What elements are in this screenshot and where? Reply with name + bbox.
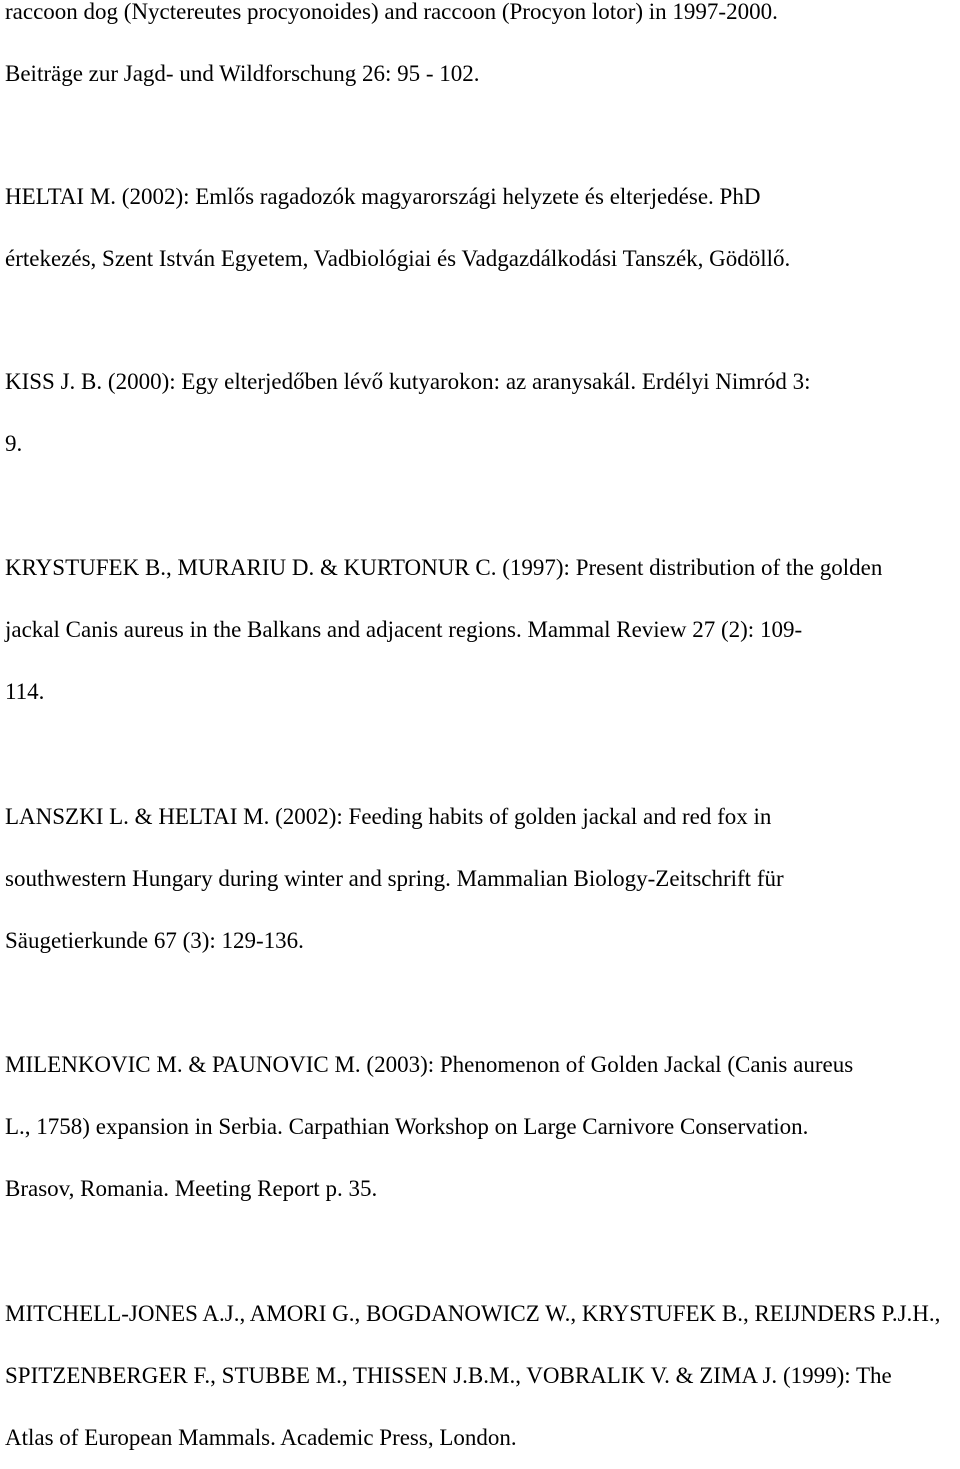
reference-entry (5, 351, 955, 475)
reference-first-line (5, 1034, 955, 1096)
reference-entry (5, 0, 955, 105)
reference-text: (1997): Present distribution of the golden (496, 555, 883, 580)
reference-line: Atlas of European Mammals. Academic Press, London. (5, 1425, 517, 1450)
reference-first-line (5, 1345, 955, 1407)
reference-line: southwestern Hungary during winter and spring. Mammalian Biology-Zeitschrift für (5, 866, 784, 891)
reference-authors: MILENKOVIC M. & PAUNOVIC M. (5, 1052, 361, 1077)
reference-text: (2000): Egy elterjedőben lévő kutyarokon: az aranysakál. Erdélyi Nimród 3: (102, 369, 811, 394)
reference-line: Säugetierkunde 67 (3): 129-136. (5, 928, 304, 953)
reference-text: (2002): Emlős ragadozók magyarországi helyzete és elterjedése. PhD (116, 184, 761, 209)
reference-line: 114. (5, 679, 45, 704)
reference-authors: KISS J. B. (5, 369, 103, 394)
reference-authors: LANSZKI L. & HELTAI M. (5, 804, 270, 829)
reference-line: raccoon dog (Nyctereutes procyonoides) and raccoon (Procyon lotor) in 1997-2000. (5, 0, 778, 24)
reference-first-line (5, 351, 955, 413)
reference-line: Brasov, Romania. Meeting Report p. 35. (5, 1176, 378, 1201)
reference-entry (5, 1034, 955, 1220)
reference-authors-line (5, 1283, 955, 1345)
reference-first-line (5, 166, 955, 228)
reference-authors: MITCHELL-JONES A.J., AMORI G., BOGDANOWICZ W., KRYSTUFEK B., REIJNDERS P.J.H., (5, 1301, 941, 1326)
reference-line: jackal Canis aureus in the Balkans and adjacent regions. Mammal Review 27 (2): 109- (5, 617, 803, 642)
reference-line: értekezés, Szent István Egyetem, Vadbiológiai és Vadgazdálkodási Tanszék, Gödöllő. (5, 246, 791, 271)
reference-entry (5, 786, 955, 972)
reference-line: Beiträge zur Jagd- und Wildforschung 26: 95 - 102. (5, 61, 480, 86)
reference-text: (2003): Phenomenon of Golden Jackal (Canis aureus (360, 1052, 854, 1077)
reference-first-line (5, 786, 955, 848)
reference-line: 9. (5, 431, 23, 456)
reference-text: (2002): Feeding habits of golden jackal and red fox in (269, 804, 772, 829)
reference-line: L., 1758) expansion in Serbia. Carpathian Workshop on Large Carnivore Conservation. (5, 1114, 809, 1139)
reference-entry (5, 166, 955, 290)
reference-entry (5, 537, 955, 723)
reference-entry (5, 1283, 955, 1469)
reference-text: (1999): The (777, 1363, 892, 1388)
reference-authors: KRYSTUFEK B., MURARIU D. & KURTONUR C. (5, 555, 497, 580)
reference-first-line (5, 537, 955, 599)
reference-authors: HELTAI M. (5, 184, 117, 209)
reference-authors: SPITZENBERGER F., STUBBE M., THISSEN J.B.M., VOBRALIK V. & ZIMA J. (5, 1363, 778, 1388)
